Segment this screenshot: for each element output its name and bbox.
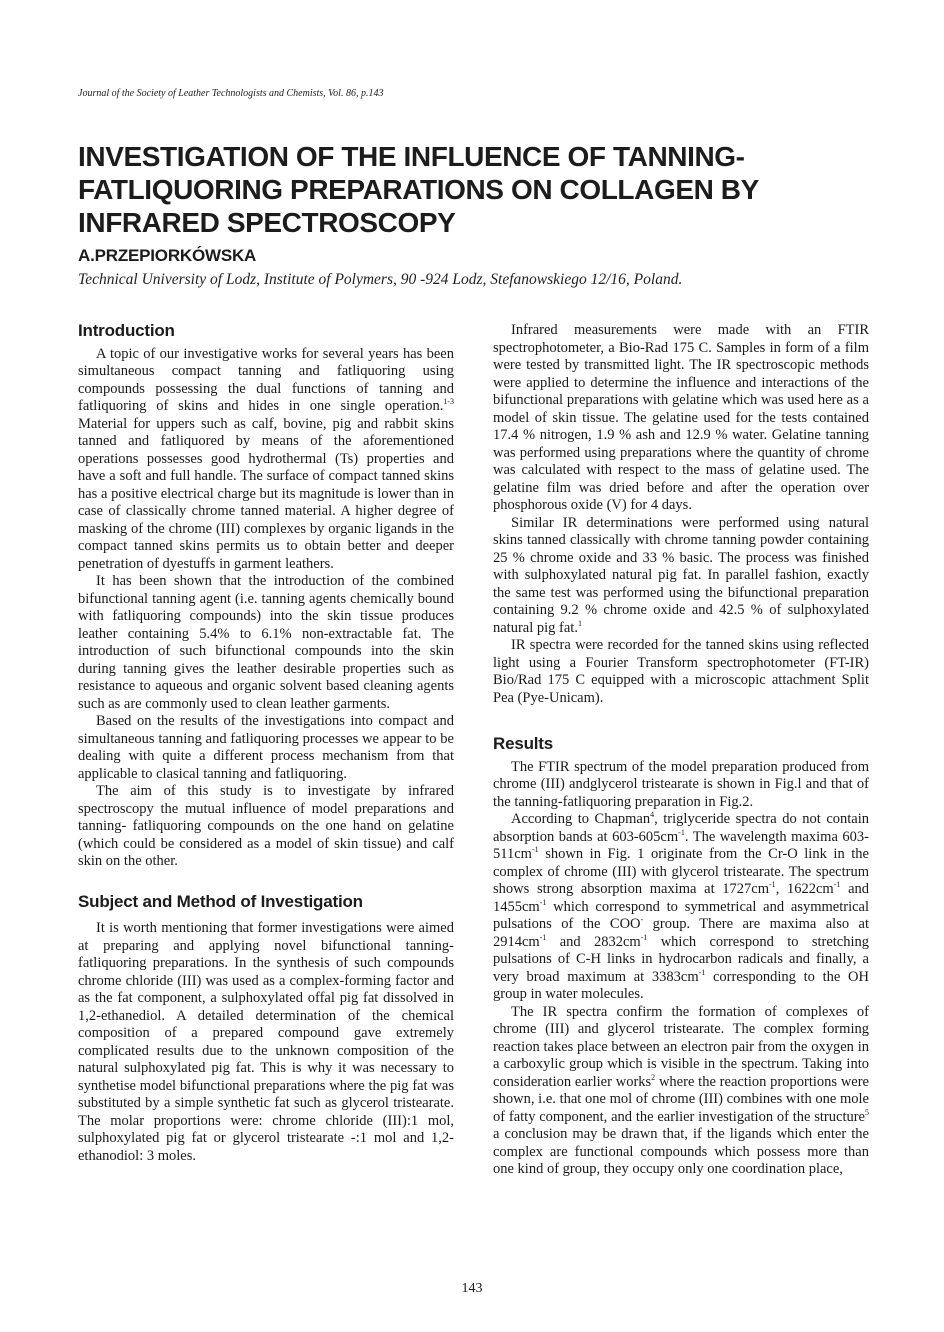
- running-head: Journal of the Society of Leather Technologists and Chemists, Vol. 86, p.143: [78, 88, 384, 99]
- paper-title: INVESTIGATION OF THE INFLUENCE OF TANNING-FATLIQUORING PREPARATIONS ON COLLAGEN BY INFRARED SPECTROSCOPY: [78, 141, 759, 238]
- section-heading-results: Results: [493, 734, 554, 753]
- section-heading-subject-method: Subject and Method of Investigation: [78, 891, 363, 911]
- paragraph: The IR spectra confirm the formation of complexes of chrome (III) and glycerol tristearate. The complex forming reaction takes place between an electron pair from the oxygen in a carboxylic group which is visible in the spectrum. Taking into consideration earlier works$^2$ where the reaction proportions were shown, i.e. that one mol of chrome (III) combines with one mole of fatty component, and the earlier investigation of the structure$^5$ a conclusion may be drawn that, if the ligands which enter the complex are functional compounds which possess more than one kind of group, they occupy only one coordination place,: [493, 1003, 869, 1177]
- paragraph: It is worth mentioning that former investigations were aimed at preparing and applying novel bifunctional tanning- fatliquoring preparations. In the synthesis of such compounds chrome chloride (III) was used as a complex-forming factor and as the fat component, a sulphoxylated offal pig fat dissolved in 1,2-ethanediol. A detailed determination of the chemical composition of a prepared compound gave extremely complicated results due to the unknown composition of the natural sulphoxylated pig fat. This is why it was necessary to synthetise model bifunctional preparations where the pig fat was substituted by a simple synthetic fat such as glycerol tristearate. The molar proportions were: chrome chloride (III):1 mol, sulphoxylated pig fat or glycerol tristearate -:1 mol and 1,2-ethanodiol: 3 moles.: [78, 920, 454, 1164]
- spacer: [78, 871, 454, 893]
- paragraph: Based on the results of the investigations into compact and simultaneous tanning and fatliquoring processes we appear to be dealing with quite a different process mechanism from that applicable to clasical tanning and fatliquoring.: [78, 713, 454, 782]
- paragraph: Similar IR determinations were performed using natural skins tanned classically with chrome tanning powder containing 25 % chrome oxide and 33 % basic. The process was finished with sulphoxylated natural pig fat. In parallel fashion, exactly the same test was performed using the bifunctional preparation containing 9.2 % chrome oxide and 42.5 % of sulphoxylated natural pig fat.$^1$: [493, 514, 869, 636]
- left-column: [78, 322, 454, 1165]
- paragraph: A topic of our investigative works for several years has been simultaneous compact tanning and fatliquoring using compounds possessing the dual functions of tanning and fatliquoring of skins and hides in one single operation.$^{1-3}$ Material for uppers such as calf, bovine, pig and rabbit skins tanned and fatliquored by means of the aforementioned operations possesses good hydrothermal (Ts) properties and have a soft and full handle. The surface of compact tanned skins has a positive electrical charge but its magnitude is lower than in case of classically chrome tanned material. A higher degree of masking of the chrome (III) complexes by organic ligands in the compact tanned skins permits us to obtain better and deeper penetration of dyestuffs in garment leathers.: [78, 345, 454, 572]
- author: A.PRZEPIORKÓWSKA: [78, 246, 257, 265]
- paragraph: Infrared measurements were made with an FTIR spectrophotometer, a Bio-Rad 175 C. Samples in form of a film were tested by transmitted light. The IR spectroscopic methods were applied to determine the influence and interactions of the bifunctional preparations with gelatine which was used here as a model of skin tissue. The gelatine used for the tests contained 17.4 % nitrogen, 1.9 % ash and 12.9 % water. Gelatine tanning was performed using preparations where the quantity of chrome was calculated with respect to the mass of gelatine used. The gelatine film was dried before and after the operation over phosphorous oxide (V) for 4 days.: [493, 322, 869, 513]
- paragraph: According to Chapman$^4$, triglyceride spectra do not contain absorption bands at $603-605cm^{-1}$. The wavelength maxima $603-511cm^{-1}$ shown in Fig. 1 originate from the Cr-O link in the complex of chrome (III) with glycerol tristearate. The spectrum shows strong absorption maxima at $1727cm^{-1}$, $1622cm^{-1}$ and $1455cm^{-1}$ which correspond to symmetrical and asymmetrical pulsations of the COO- group. There are maxima also at $2914cm^{-1}$ and $2832cm^{-1}$ which correspond to stretching pulsations of C-H links in hydrocarbon radicals and finally, a very broad maximum at $3383cm^{-1}$ corresponding to the OH group in water molecules.: [493, 810, 870, 1002]
- section-heading-introduction: Introduction: [78, 321, 175, 340]
- paragraph: The FTIR spectrum of the model preparation produced from chrome (III) andglycerol tristearate is shown in Fig.l and that of the tanning-fatliquoring preparation in Fig.2.: [493, 758, 869, 810]
- paragraph: It has been shown that the introduction of the combined bifunctional tanning agent (i.e. tanning agents chemically bound with fatliquoring compounds) into the skin tissue produces leather containing 5.4% to 6.1% non-extractable fat. The introduction of such bifunctional compounds into the skin during tanning gives the leather desirable properties such as resistance to aqueous and organic solvent based cleaning agents such as are commonly used to clean leather garments.: [78, 573, 454, 712]
- paragraph: IR spectra were recorded for the tanned skins using reflected light using a Fourier Transform spectrophotometer (FT-IR) Bio/Rad 175 C equipped with a microscopic attachment Split Pea (Pye-Unicam).: [493, 637, 869, 706]
- affiliation: Technical University of Lodz, Institute of Polymers, 90 -924 Lodz, Stefanowskiego 12/16, Poland.: [78, 271, 683, 288]
- spacer: [493, 707, 869, 735]
- paragraph: The aim of this study is to investigate by infrared spectroscopy the mutual influence of model preparations and tanning- fatliquoring compounds on the one hand on gelatine (which could be considered as a model of skin tissue) and calf skin on the other.: [78, 783, 454, 869]
- page-number: 143: [461, 1281, 483, 1296]
- right-column: [493, 322, 869, 1179]
